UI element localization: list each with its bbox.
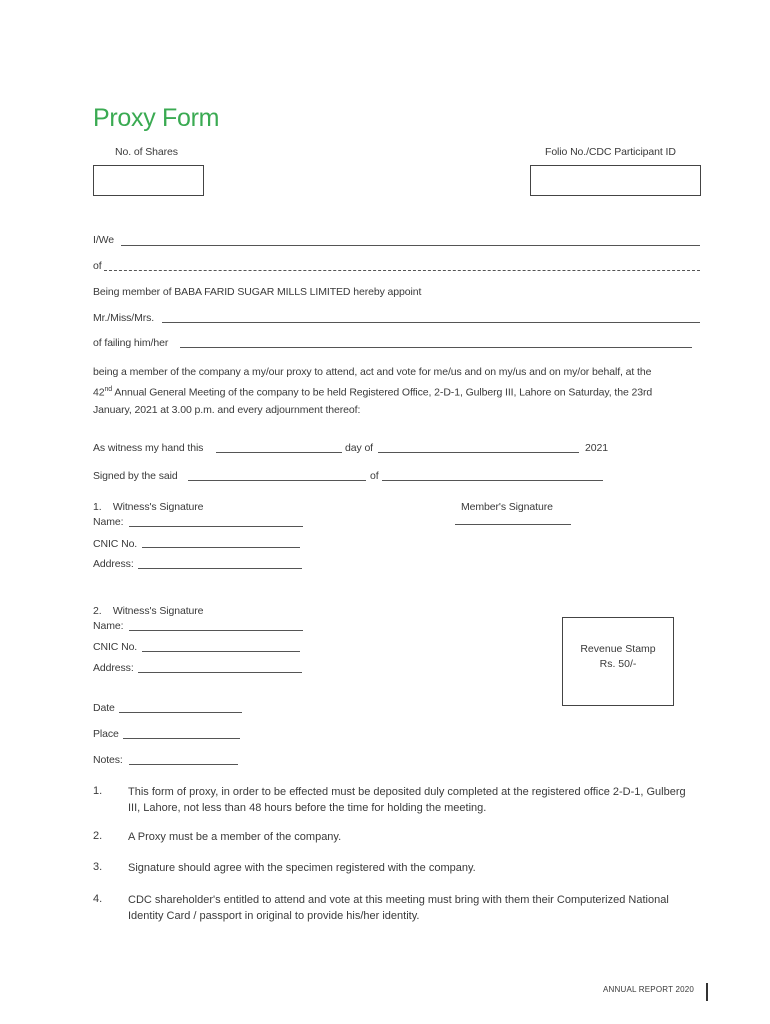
member-signature-field[interactable] [455,524,571,525]
revenue-stamp-amount: Rs. 50/- [599,658,637,670]
note-2-text: A Proxy must be a member of the company. [128,831,342,843]
note-4-number: 4. [93,893,103,905]
paragraph-line-2 [93,381,700,402]
folio-label: Folio No./CDC Participant ID [545,146,676,158]
place-label: Place [93,728,119,740]
revenue-stamp-text [563,642,673,672]
member-statement: Being member of BABA FARID SUGAR MILLS LIMITED hereby appoint [93,286,422,298]
witness2-name-field[interactable] [129,630,303,631]
note-3-number: 3. [93,861,103,873]
page-title: Proxy Form [93,104,220,132]
note-1-number: 1. [93,785,103,797]
witness-day-field[interactable] [216,452,342,453]
meeting-ordinal-suffix: nd [104,386,113,393]
revenue-stamp-box [562,617,674,706]
signed-by-field[interactable] [188,480,366,481]
note-3-text: Signature should agree with the specimen registered with the company. [128,862,476,874]
day-of-label: day of [345,442,374,454]
witness1-name-label: Name: [93,516,124,528]
paragraph-line-1: being a member of the company a my/our proxy to attend, act and vote for me/us and on my/us and on my/or behalf, at the [93,366,652,378]
witness2-heading: 2. Witness's Signature [93,605,204,617]
witness1-name-field[interactable] [129,526,303,527]
failing-field[interactable] [180,347,692,348]
place-field[interactable] [123,738,240,739]
witness1-cnic-field[interactable] [142,547,300,548]
of-field[interactable] [104,270,700,271]
iwe-field[interactable] [121,245,700,246]
signed-of-field[interactable] [382,480,603,481]
paragraph-line-3: January, 2021 at 3.00 p.m. and every adjournment thereof: [93,403,361,416]
revenue-stamp-label: Revenue Stamp [580,643,656,655]
witness-year: 2021 [585,442,608,454]
iwe-label: I/We [93,234,114,246]
note-2-number: 2. [93,830,103,842]
witness2-name-label: Name: [93,620,124,632]
notes-label: Notes: [93,754,123,766]
witness1-address-field[interactable] [138,568,302,569]
witness-hand-label: As witness my hand this [93,442,204,454]
proxy-paragraph [93,364,700,419]
date-label: Date [93,702,115,714]
witness1-address-label: Address: [93,558,134,570]
witness-month-field[interactable] [378,452,579,453]
note-1-text: This form of proxy, in order to be effected must be deposited duly completed at the registered office 2-D-1, Gulberg III, Lahore, not less than 48 hours before the time for holding the meeting. [128,786,686,814]
failing-label: of failing him/her [93,337,169,349]
witness1-cnic-label: CNIC No. [93,538,138,550]
member-signature-label: Member's Signature [461,501,553,513]
signed-of-label: of [370,470,379,482]
folio-input-box[interactable] [530,165,701,196]
notes-field[interactable] [129,764,238,765]
proxy-name-label: Mr./Miss/Mrs. [93,312,155,324]
date-field[interactable] [119,712,242,713]
witness2-address-label: Address: [93,662,134,674]
footer-divider [706,983,708,1001]
footer-text: ANNUAL REPORT 2020 [603,985,695,994]
signed-by-label: Signed by the said [93,470,178,482]
witness2-address-field[interactable] [138,672,302,673]
meeting-ordinal: 42 [93,386,105,399]
shares-input-box[interactable] [93,165,204,196]
of-label: of [93,260,102,272]
witness2-cnic-label: CNIC No. [93,641,138,653]
note-4-text: CDC shareholder's entitled to attend and vote at this meeting must bring with them their Computerized National Identity Card / passport in original to provide his/her identity. [128,894,669,922]
paragraph-line-2-text: Annual General Meeting of the company to be held Registered Office, 2-D-1, Gulberg III, Lahore on Saturday, the 23rd [112,386,653,399]
proxy-name-field[interactable] [162,322,700,323]
shares-label: No. of Shares [115,146,178,158]
witness2-cnic-field[interactable] [142,651,300,652]
witness1-heading: 1. Witness's Signature [93,501,204,513]
